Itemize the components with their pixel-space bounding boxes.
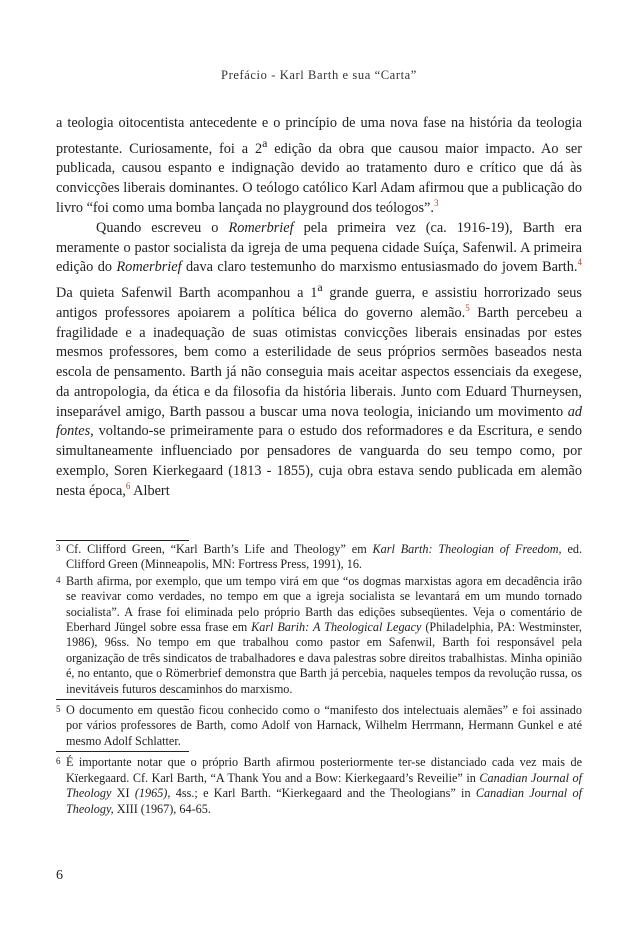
italic-text: Romerbrief [228, 219, 294, 236]
ordinal-superscript: a [317, 280, 323, 295]
footnote-number: 5 [56, 704, 61, 715]
text-run: Barth percebeu a fragilidade e a inadequação de suas otimistas convicções liberais ensinadas por estes mesmos professores, bem como a esterilidade de seus próprios sermões baseados nesta escola de pensamento. Barth já não conseguia mais aceitar aspectos essenciais da exegese, da antropologia, da ética e da filosofia da história liberais. Junto com Eduard Thurneysen, inseparável amigo, Barth passou a buscar uma nova teologia, iniciando um movimento [56, 304, 582, 420]
footnote-3 [56, 542, 582, 573]
footnotes [56, 542, 582, 818]
text-run: XIII (1967), 64-65. [113, 801, 211, 816]
text-run: a teologia oitocentista antecedente e o princípio de uma nova fase na história da teologia protestante. Curiosamente, foi a 2 [56, 115, 582, 157]
text-run: voltando-se primeiramente para o estudo dos reformadores e da Escritura, e sendo simultaneamente influenciado por pensadores de vanguarda do seu tempo como, por exemplo, Soren Kierkegaard (1813 - 1855), cuja obra estava sendo publicada em alemão nesta época, [56, 423, 582, 499]
paragraph-1 [56, 114, 582, 219]
running-head: Prefácio - Karl Barth e sua “Carta” [221, 68, 417, 82]
text-run: edição da obra que causou maior impacto. Ao ser publicada, causou espanto e indignação devido ao tratamento duro e crítico que dá às convicções liberais dominantes. O teólogo católico Karl Adam afirmou que a publicação do livro “foi como uma bomba lançada no playground dos teólogos”. [56, 140, 582, 216]
paragraph-2 [56, 219, 582, 502]
text-run: É importante notar que o próprio Barth afirmou posteriormente ter-se distanciado cada vez mais de Kïerkegaard. Cf. Karl Barth, “A Thank You and a Bow: Kierkegaard’s Reveilie” in [66, 755, 582, 785]
text-run: XI [111, 786, 135, 801]
italic-text: Karl Barth: Theologian of Freedom, [372, 542, 562, 556]
page-number: 6 [56, 868, 63, 883]
text-run: dava claro testemunho do marxismo entusiasmado do jovem Barth. [181, 259, 578, 276]
text-run: Albert [130, 482, 170, 499]
text-run: Cf. Clifford Green, “Karl Barth’s Life and Theology” em [66, 542, 373, 556]
footnote-reference: 3 [433, 198, 439, 209]
footnote-separator [56, 751, 189, 752]
text-run: ed. Clifford Green (Minneapolis, MN: Fortress Press, 1991), 16. [66, 542, 582, 572]
text-run: Quando escreveu o [96, 219, 229, 236]
italic-text: Romerbrief [116, 259, 182, 276]
footnote-4 [56, 574, 582, 697]
footnote-reference: 4 [577, 257, 582, 268]
italic-text: Canadian Journal of Theology, [66, 786, 582, 816]
italic-text: A Theological Legacy [313, 620, 422, 635]
footnote-text [66, 574, 582, 696]
footnote-number: 4 [56, 574, 61, 585]
text-run: Da quieta Safenwil Barth acompanhou a 1 [56, 284, 318, 301]
main-text [56, 114, 582, 502]
text-run: grande guerra, e assistiu horrorizado seus antigos professores apoiarem a política bélica do governo alemão. [56, 284, 582, 321]
footnote-reference: 5 [465, 302, 470, 313]
footnote-5 [56, 703, 582, 749]
italic-text: Canadian Journal of Theology [66, 770, 582, 801]
italic-text: ad fontes, [56, 403, 582, 440]
footnote-rule [56, 540, 189, 541]
text-run: 4ss.; e Karl Barth. “Kierkegaard and the Theologians” in [170, 786, 476, 801]
footnote-number: 3 [56, 543, 61, 553]
italic-text: (1965), [134, 786, 171, 801]
footnote-6 [56, 755, 582, 817]
text-run: pela primeira vez (ca. 1916-19), Barth era meramente o pastor socialista da igreja de uma pequena cidade Suíça, Safenwil. A primeira edição do [56, 219, 583, 276]
footnote-text [66, 542, 582, 571]
text-run: (Philadelphia, PA: Westminster, 1986), 96ss. No tempo em que trabalhou como pastor em Safenwil, Barth foi responsável pela organização de três sindicatos de trabalhadores e dava palestras sobre direitos trabalhistas. Minha opinião é, no entanto, que o Römerbrief demonstra que Barth já percebia, naqueles tempos da revolução russa, os inevitáveis futuros descaminhos do marxismo. [66, 620, 582, 696]
footnote-text [66, 703, 582, 748]
ordinal-superscript: a [262, 135, 268, 150]
footnote-text [66, 755, 582, 815]
italic-text: Karl Barih: [251, 620, 310, 635]
footnote-number: 6 [56, 756, 61, 767]
text-run: O documento em questão ficou conhecido como o “manifesto dos intelectuais alemães” e foi assinado por vários professores de Barth, como Adolf von Harnack, Wilhelm Herrmann, Hermann Gunkel e até mesmo Adolf Schlatter. [66, 703, 582, 748]
footnote-separator [56, 699, 189, 700]
footnote-reference: 6 [125, 481, 131, 492]
text-run: Barth afirma, por exemplo, que um tempo virá em que “os dogmas marxistas agora em decadência irão se reavivar como verdades, no tempo em que a igreja socialista se levantará em um mundo tornado socialista”. A frase foi eliminada pelo próprio Barth das edições subseqüentes. Veja o comentário de Eberhard Jüngel sobre essa frase em [66, 573, 582, 635]
